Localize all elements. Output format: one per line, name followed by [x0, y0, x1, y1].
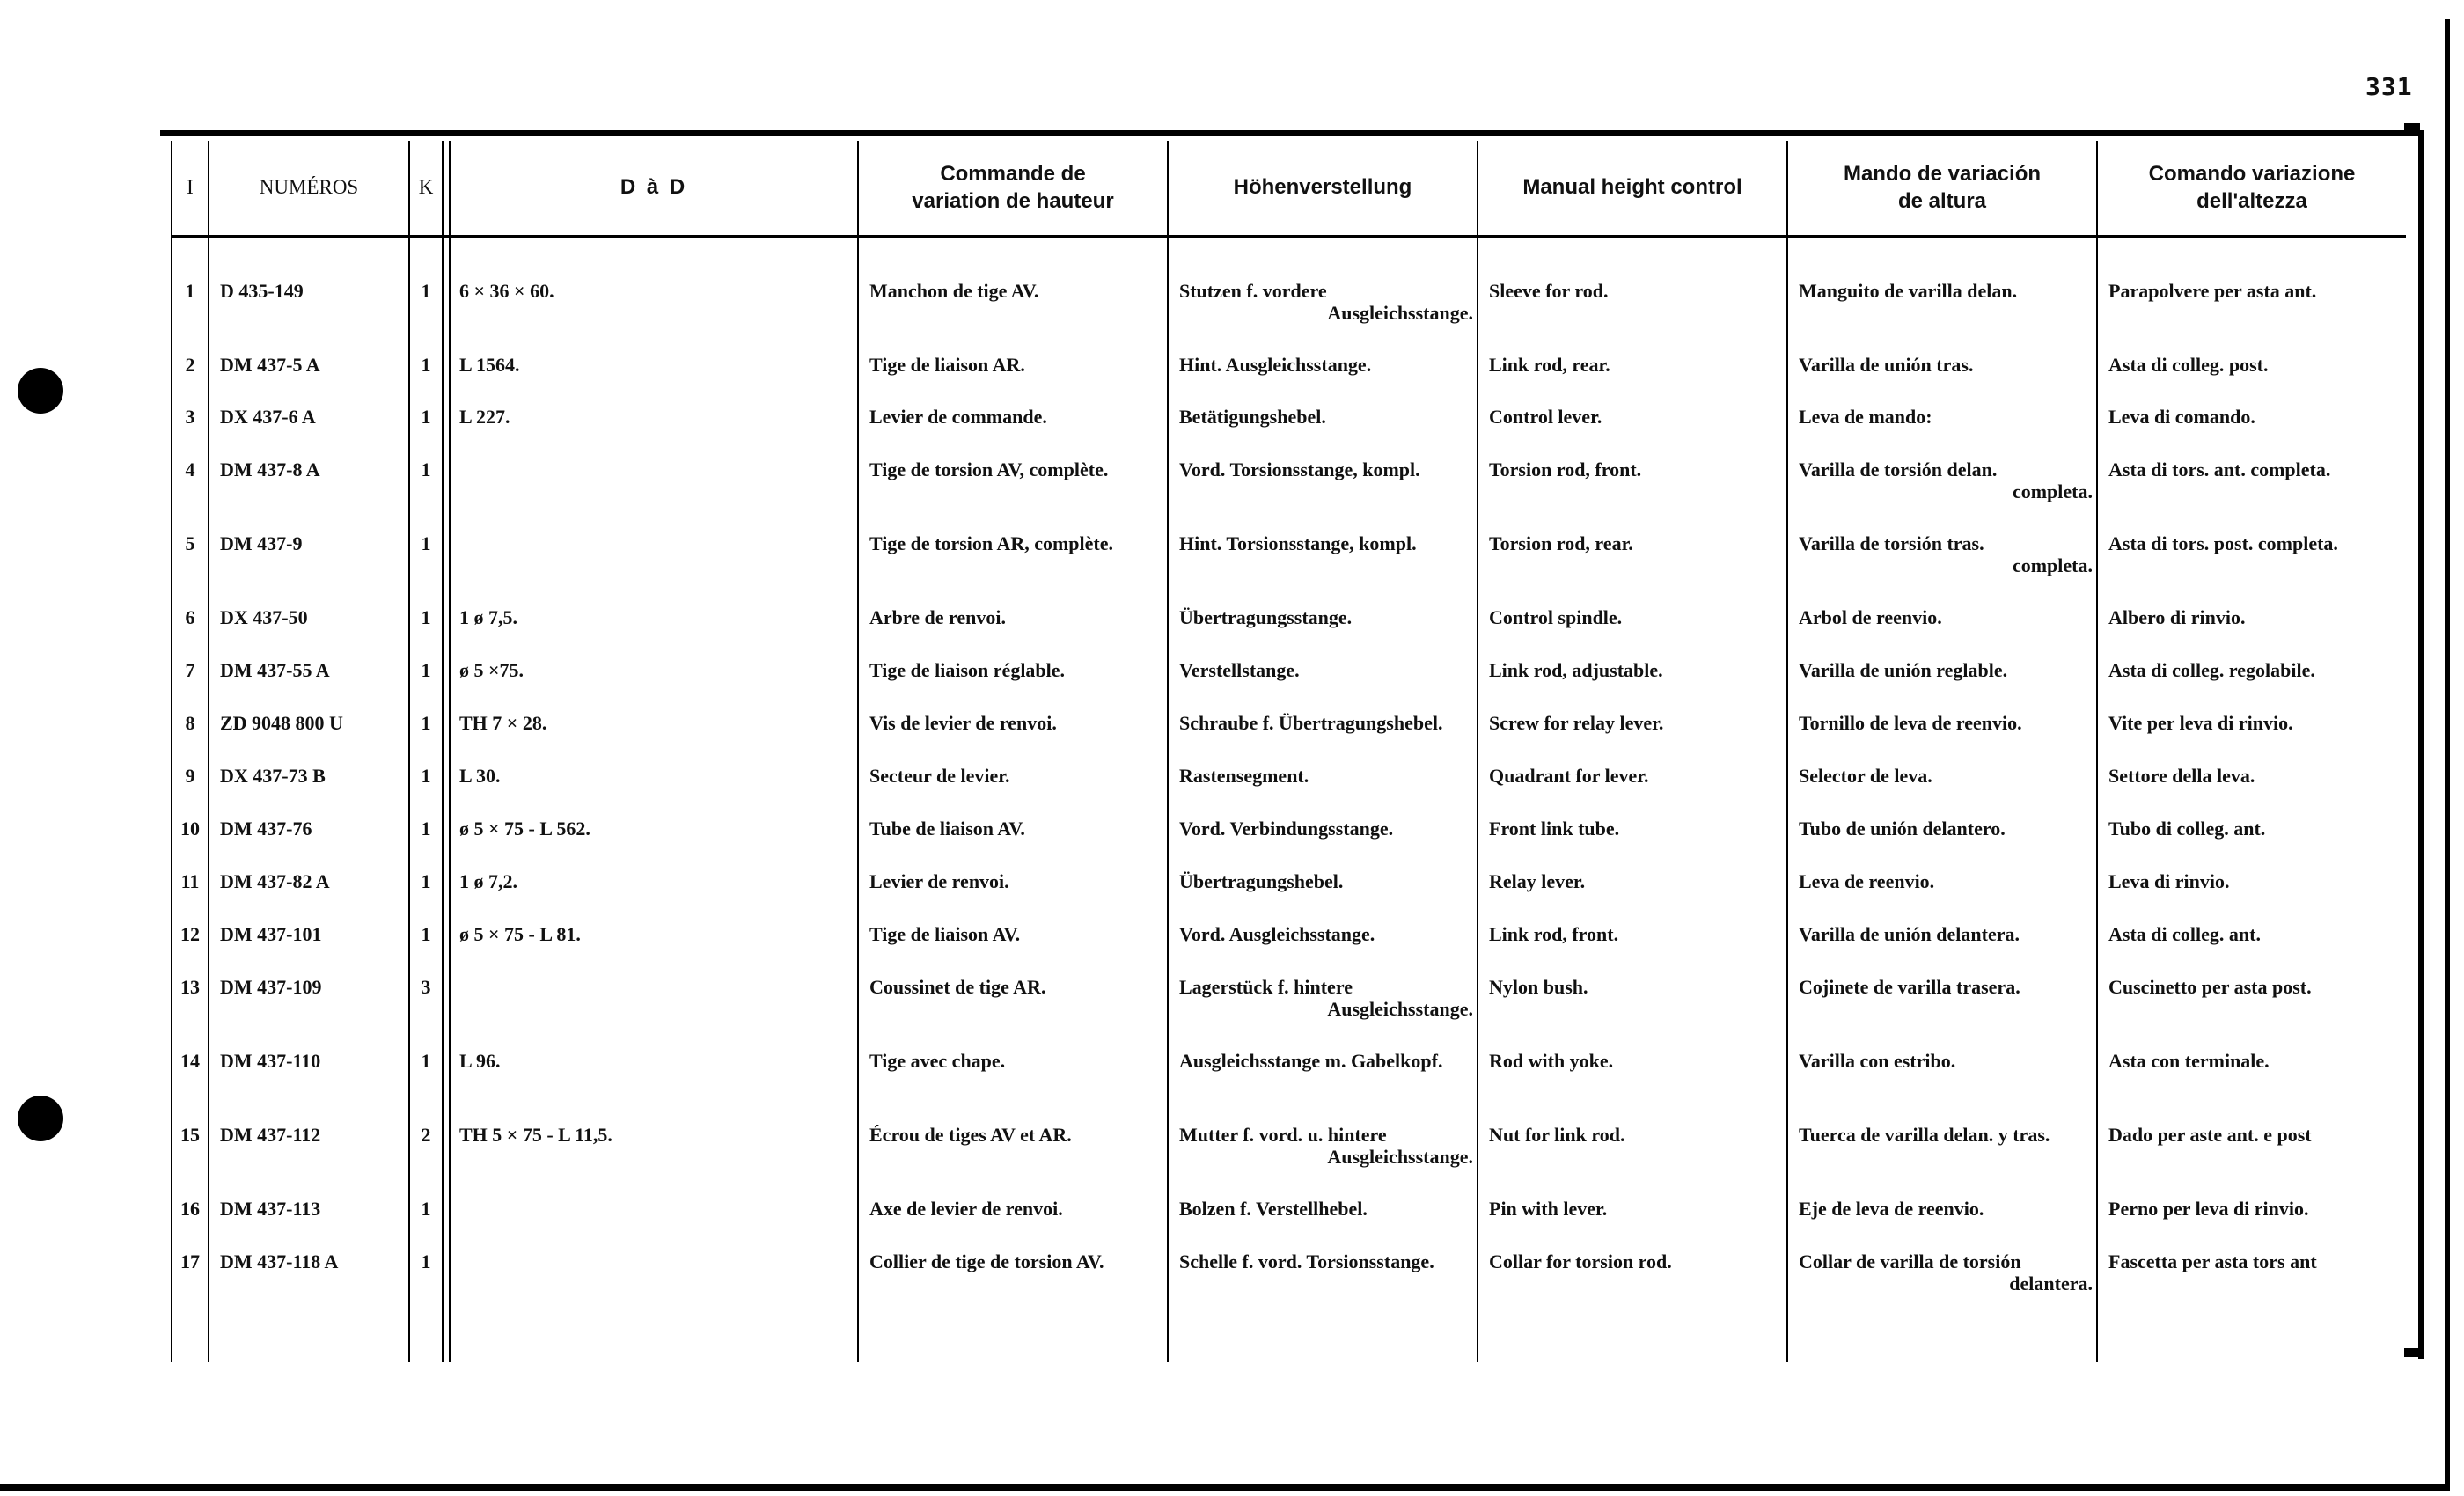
- desc-french: Tube de liaison AV.: [869, 818, 1025, 840]
- desc-french: Tige de torsion AR, complète.: [869, 532, 1114, 554]
- desc-english: Torsion rod, front.: [1489, 458, 1642, 480]
- header-spanish: Mando de variación de altura: [1843, 161, 2042, 213]
- header-french: Commande de variation de hauteur: [912, 161, 1114, 213]
- desc-french: Tige de liaison AR.: [869, 354, 1025, 376]
- desc-english: Relay lever.: [1489, 870, 1586, 892]
- row-index: 2: [185, 354, 195, 376]
- quantity: 1: [421, 870, 431, 892]
- desc-french: Collier de tige de torsion AV.: [869, 1250, 1104, 1272]
- dimension: ø 5 ×75.: [459, 659, 524, 681]
- row-index: 5: [185, 532, 195, 554]
- dimension: 1 ø 7,2.: [459, 870, 517, 892]
- part-number: DX 437-73 B: [220, 765, 326, 787]
- part-number: DM 437-8 A: [220, 458, 320, 480]
- desc-german: Mutter f. vord. u. hintere: [1179, 1124, 1387, 1146]
- desc-french: Tige de torsion AV, complète.: [869, 458, 1109, 480]
- desc-english: Link rod, front.: [1489, 923, 1619, 945]
- desc-english: Nylon bush.: [1489, 976, 1588, 998]
- row-index: 12: [180, 923, 200, 945]
- dimension: L 1564.: [459, 354, 520, 376]
- desc-spanish: Leva de reenvio.: [1799, 870, 1935, 892]
- desc-italian: Asta di colleg. post.: [2108, 354, 2269, 376]
- desc-german: Betätigungshebel.: [1179, 406, 1326, 428]
- desc-italian: Tubo di colleg. ant.: [2108, 818, 2266, 840]
- part-number: DX 437-6 A: [220, 406, 316, 428]
- row-index: 4: [185, 458, 195, 480]
- part-number: DM 437-109: [220, 976, 322, 998]
- row-index: 9: [185, 765, 195, 787]
- column-divider: [2096, 141, 2098, 1362]
- header-english: Manual height control: [1522, 175, 1742, 200]
- desc-german-continued: Ausgleichsstange.: [1327, 302, 1473, 324]
- desc-german: Schraube f. Übertragungshebel.: [1179, 712, 1443, 734]
- quantity: 1: [421, 818, 431, 840]
- row-index: 8: [185, 712, 195, 734]
- page-number: 331: [2365, 72, 2413, 101]
- desc-spanish: Collar de varilla de torsión: [1799, 1250, 2021, 1272]
- desc-spanish: Eje de leva de reenvio.: [1799, 1198, 1984, 1220]
- quantity: 1: [421, 280, 431, 302]
- desc-spanish: Varilla de unión reglable.: [1799, 659, 2008, 681]
- column-divider: [208, 141, 209, 1362]
- desc-french: Levier de commande.: [869, 406, 1047, 428]
- punch-hole-bottom: [18, 1096, 63, 1141]
- quantity: 1: [421, 354, 431, 376]
- header-rule: [171, 235, 2406, 238]
- desc-french: Arbre de renvoi.: [869, 606, 1006, 628]
- desc-spanish: Varilla de unión tras.: [1799, 354, 1974, 376]
- desc-french: Tige de liaison réglable.: [869, 659, 1066, 681]
- quantity: 3: [421, 976, 431, 998]
- part-number: D 435-149: [220, 280, 304, 302]
- desc-german: Vord. Verbindungsstange.: [1179, 818, 1394, 840]
- header-german: Höhenverstellung: [1233, 175, 1412, 200]
- desc-spanish: Cojinete de varilla trasera.: [1799, 976, 2020, 998]
- row-index: 1: [185, 280, 195, 302]
- desc-english: Screw for relay lever.: [1489, 712, 1664, 734]
- table-right-border: [2418, 130, 2424, 1359]
- frame-tick: [2404, 1348, 2420, 1357]
- header-qty: K: [418, 176, 434, 199]
- desc-spanish-continued: completa.: [2012, 480, 2093, 502]
- desc-spanish: Manguito de varilla delan.: [1799, 280, 2018, 302]
- desc-italian: Leva di comando.: [2108, 406, 2255, 428]
- desc-english: Torsion rod, rear.: [1489, 532, 1633, 554]
- dimension: L 227.: [459, 406, 510, 428]
- desc-italian: Settore della leva.: [2108, 765, 2255, 787]
- row-index: 6: [185, 606, 195, 628]
- row-index: 15: [180, 1124, 200, 1146]
- desc-french: Manchon de tige AV.: [869, 280, 1039, 302]
- quantity: 1: [421, 406, 431, 428]
- quantity: 1: [421, 765, 431, 787]
- desc-german: Vord. Ausgleichsstange.: [1179, 923, 1375, 945]
- desc-italian: Dado per aste ant. e post: [2108, 1124, 2312, 1146]
- column-divider: [442, 141, 444, 1362]
- quantity: 1: [421, 659, 431, 681]
- desc-spanish-continued: completa.: [2012, 554, 2093, 576]
- desc-german-continued: Ausgleichsstange.: [1327, 998, 1473, 1020]
- desc-english: Pin with lever.: [1489, 1198, 1608, 1220]
- desc-spanish: Leva de mando:: [1799, 406, 1932, 428]
- desc-italian: Asta di tors. post. completa.: [2108, 532, 2338, 554]
- desc-spanish: Arbol de reenvio.: [1799, 606, 1942, 628]
- part-number: DM 437-118 A: [220, 1250, 339, 1272]
- bottom-edge-rule: [0, 1484, 2450, 1491]
- dimension: TH 5 × 75 - L 11,5.: [459, 1124, 612, 1146]
- quantity: 1: [421, 712, 431, 734]
- desc-french: Axe de levier de renvoi.: [869, 1198, 1063, 1220]
- desc-english: Nut for link rod.: [1489, 1124, 1625, 1146]
- desc-english: Collar for torsion rod.: [1489, 1250, 1672, 1272]
- desc-spanish: Varilla con estribo.: [1799, 1050, 1956, 1072]
- part-number: DM 437-112: [220, 1124, 321, 1146]
- quantity: 1: [421, 458, 431, 480]
- part-number: DM 437-9: [220, 532, 303, 554]
- column-divider: [171, 141, 172, 1362]
- desc-spanish: Selector de leva.: [1799, 765, 1932, 787]
- desc-spanish: Tubo de unión delantero.: [1799, 818, 2006, 840]
- row-index: 17: [180, 1250, 200, 1272]
- desc-german: Ausgleichsstange m. Gabelkopf.: [1179, 1050, 1443, 1072]
- row-index: 7: [185, 659, 195, 681]
- desc-spanish: Varilla de torsión delan.: [1799, 458, 1998, 480]
- part-number: DM 437-55 A: [220, 659, 330, 681]
- column-divider: [449, 141, 451, 1362]
- quantity: 1: [421, 1198, 431, 1220]
- row-index: 3: [185, 406, 195, 428]
- desc-german-continued: Ausgleichsstange.: [1327, 1146, 1473, 1168]
- part-number: DM 437-101: [220, 923, 322, 945]
- dimension: TH 7 × 28.: [459, 712, 547, 734]
- desc-spanish: Tornillo de leva de reenvio.: [1799, 712, 2022, 734]
- desc-italian: Leva di rinvio.: [2108, 870, 2230, 892]
- dimension: 1 ø 7,5.: [459, 606, 517, 628]
- part-number: DX 437-50: [220, 606, 308, 628]
- row-index: 13: [180, 976, 200, 998]
- desc-spanish: Varilla de unión delantera.: [1799, 923, 2020, 945]
- dimension: L 30.: [459, 765, 501, 787]
- column-divider: [1786, 141, 1788, 1362]
- desc-english: Control spindle.: [1489, 606, 1623, 628]
- desc-italian: Parapolvere per asta ant.: [2108, 280, 2317, 302]
- desc-german: Lagerstück f. hintere: [1179, 976, 1353, 998]
- desc-italian: Asta con terminale.: [2108, 1050, 2270, 1072]
- part-number: DM 437-82 A: [220, 870, 330, 892]
- quantity: 1: [421, 1050, 431, 1072]
- desc-german: Hint. Torsionsstange, kompl.: [1179, 532, 1417, 554]
- desc-english: Control lever.: [1489, 406, 1602, 428]
- desc-german: Stutzen f. vordere: [1179, 280, 1327, 302]
- desc-italian: Asta di colleg. regolabile.: [2108, 659, 2315, 681]
- quantity: 2: [421, 1124, 431, 1146]
- desc-french: Levier de renvoi.: [869, 870, 1009, 892]
- part-number: DM 437-5 A: [220, 354, 320, 376]
- dimension: ø 5 × 75 - L 81.: [459, 923, 581, 945]
- row-index: 10: [180, 818, 200, 840]
- desc-italian: Cuscinetto per asta post.: [2108, 976, 2312, 998]
- desc-english: Quadrant for lever.: [1489, 765, 1649, 787]
- table-top-border: [160, 130, 2424, 136]
- desc-french: Vis de levier de renvoi.: [869, 712, 1057, 734]
- desc-french: Tige de liaison AV.: [869, 923, 1021, 945]
- desc-italian: Albero di rinvio.: [2108, 606, 2246, 628]
- desc-german: Vord. Torsionsstange, kompl.: [1179, 458, 1420, 480]
- desc-french: Secteur de levier.: [869, 765, 1010, 787]
- dimension: 6 × 36 × 60.: [459, 280, 554, 302]
- part-number: DM 437-76: [220, 818, 312, 840]
- desc-italian: Asta di tors. ant. completa.: [2108, 458, 2331, 480]
- desc-italian: Fascetta per asta tors ant: [2108, 1250, 2317, 1272]
- part-number: DM 437-110: [220, 1050, 321, 1072]
- desc-german: Verstellstange.: [1179, 659, 1300, 681]
- quantity: 1: [421, 923, 431, 945]
- column-divider: [408, 141, 410, 1362]
- frame-tick: [2404, 123, 2420, 132]
- right-edge-rule: [2445, 19, 2450, 1487]
- desc-french: Écrou de tiges AV et AR.: [869, 1124, 1072, 1146]
- desc-italian: Asta di colleg. ant.: [2108, 923, 2261, 945]
- desc-english: Front link tube.: [1489, 818, 1620, 840]
- desc-german: Hint. Ausgleichsstange.: [1179, 354, 1372, 376]
- header-italian: Comando variazione dell'altezza: [2148, 161, 2356, 213]
- dimension: ø 5 × 75 - L 562.: [459, 818, 590, 840]
- desc-german: Übertragungsstange.: [1179, 606, 1353, 628]
- desc-french: Coussinet de tige AR.: [869, 976, 1046, 998]
- punch-hole-top: [18, 368, 63, 414]
- desc-german: Rastensegment.: [1179, 765, 1309, 787]
- desc-italian: Perno per leva di rinvio.: [2108, 1198, 2309, 1220]
- desc-english: Sleeve for rod.: [1489, 280, 1609, 302]
- desc-english: Link rod, rear.: [1489, 354, 1610, 376]
- desc-german: Übertragungshebel.: [1179, 870, 1344, 892]
- header-dim: D à D: [620, 175, 688, 200]
- desc-english: Link rod, adjustable.: [1489, 659, 1663, 681]
- header-index: I: [187, 176, 194, 199]
- desc-english: Rod with yoke.: [1489, 1050, 1614, 1072]
- header-numbers: NUMÉROS: [259, 176, 359, 199]
- part-number: ZD 9048 800 U: [220, 712, 343, 734]
- column-divider: [1477, 141, 1478, 1362]
- desc-spanish: Varilla de torsión tras.: [1799, 532, 1984, 554]
- desc-french: Tige avec chape.: [869, 1050, 1006, 1072]
- part-number: DM 437-113: [220, 1198, 321, 1220]
- desc-german: Bolzen f. Verstellhebel.: [1179, 1198, 1368, 1220]
- row-index: 11: [180, 870, 200, 892]
- dimension: L 96.: [459, 1050, 501, 1072]
- quantity: 1: [421, 606, 431, 628]
- quantity: 1: [421, 1250, 431, 1272]
- desc-italian: Vite per leva di rinvio.: [2108, 712, 2293, 734]
- row-index: 14: [180, 1050, 200, 1072]
- desc-german: Schelle f. vord. Torsionsstange.: [1179, 1250, 1434, 1272]
- row-index: 16: [180, 1198, 200, 1220]
- desc-spanish: Tuerca de varilla delan. y tras.: [1799, 1124, 2050, 1146]
- desc-spanish-continued: delantera.: [2009, 1272, 2093, 1294]
- column-divider: [857, 141, 859, 1362]
- quantity: 1: [421, 532, 431, 554]
